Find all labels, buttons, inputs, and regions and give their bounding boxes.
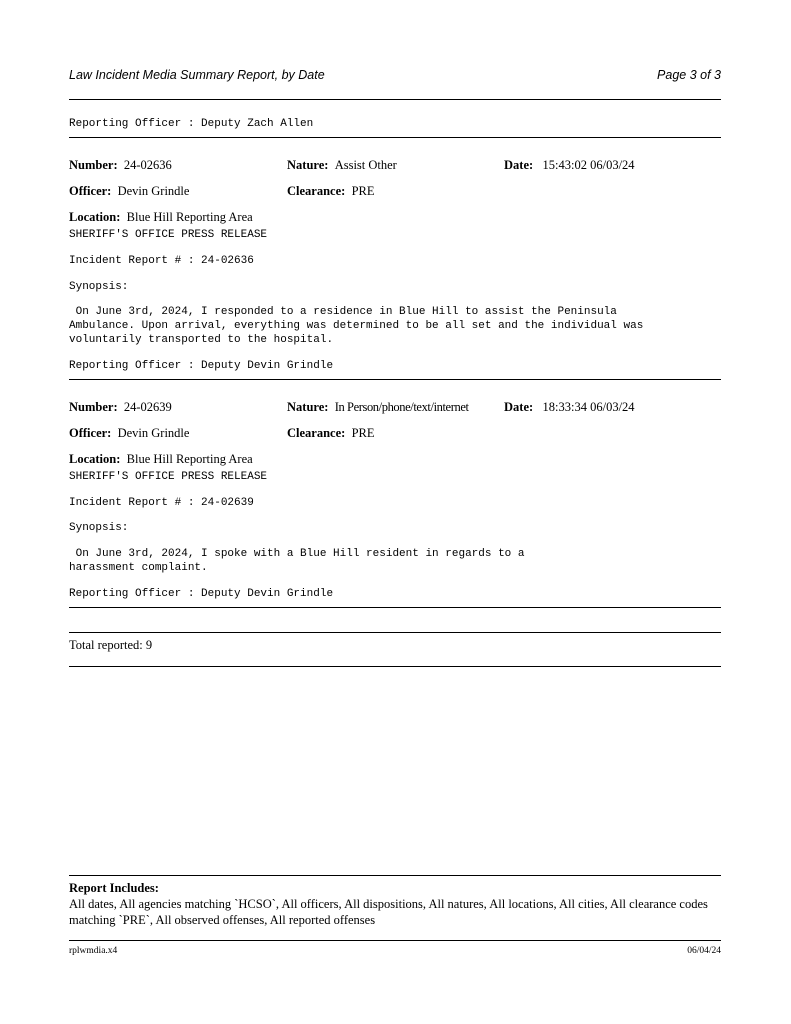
incident-clearance: Clearance: PRE (287, 426, 375, 440)
divider (69, 875, 721, 876)
report-includes-text: All dates, All agencies matching `HCSO`, All officers, All dispositions, All natures, All locations, All cities, All clearance codes matching `PRE`, All observed offenses, All reported offenses (69, 897, 708, 927)
report-includes-label: Report Includes: (69, 881, 159, 895)
divider (69, 607, 721, 608)
synopsis-line: harassment complaint. (69, 562, 208, 574)
reporting-officer: Reporting Officer : Deputy Zach Allen (69, 118, 314, 130)
incident-number: Number: 24-02636 (69, 158, 172, 172)
report-header (69, 68, 721, 86)
press-release-heading: SHERIFF'S OFFICE PRESS RELEASE (69, 229, 268, 241)
incident-clearance: Clearance: PRE (287, 184, 375, 198)
synopsis-line: On June 3rd, 2024, I responded to a residence in Blue Hill to assist the Peninsula (69, 306, 617, 318)
incident-location: Location: Blue Hill Reporting Area (69, 452, 253, 466)
incident-report-number: Incident Report # : 24-02636 (69, 255, 254, 267)
page-number: Page 3 of 3 (657, 68, 721, 82)
synopsis-label: Synopsis: (69, 522, 129, 534)
incident-officer: Officer: Devin Grindle (69, 184, 190, 198)
synopsis-line: On June 3rd, 2024, I spoke with a Blue Hill resident in regards to a (69, 548, 525, 560)
report-includes (69, 880, 721, 928)
program-name: rplwmdia.x4 (69, 946, 118, 956)
divider (69, 99, 721, 100)
divider (69, 137, 721, 138)
incident-date: Date: 18:33:34 06/03/24 (504, 400, 635, 414)
synopsis-line: voluntarily transported to the hospital. (69, 334, 334, 346)
incident-nature: Nature: Assist Other (287, 158, 397, 172)
synopsis-label: Synopsis: (69, 281, 129, 293)
total-reported: Total reported: 9 (69, 638, 153, 652)
reporting-officer: Reporting Officer : Deputy Devin Grindle (69, 360, 334, 372)
report-title: Law Incident Media Summary Report, by Date (69, 68, 325, 82)
print-date: 06/04/24 (687, 946, 721, 956)
divider (69, 632, 721, 633)
divider (69, 379, 721, 380)
incident-nature: Nature: In Person/phone/text/internet (287, 400, 469, 414)
divider (69, 666, 721, 667)
incident-location: Location: Blue Hill Reporting Area (69, 210, 253, 224)
reporting-officer: Reporting Officer : Deputy Devin Grindle (69, 588, 334, 600)
synopsis-line: Ambulance. Upon arrival, everything was determined to be all set and the individual was (69, 320, 644, 332)
incident-number: Number: 24-02639 (69, 400, 172, 414)
incident-officer: Officer: Devin Grindle (69, 426, 190, 440)
incident-date: Date: 15:43:02 06/03/24 (504, 158, 635, 172)
incident-report-number: Incident Report # : 24-02639 (69, 497, 254, 509)
press-release-heading: SHERIFF'S OFFICE PRESS RELEASE (69, 471, 268, 483)
divider (69, 940, 721, 941)
